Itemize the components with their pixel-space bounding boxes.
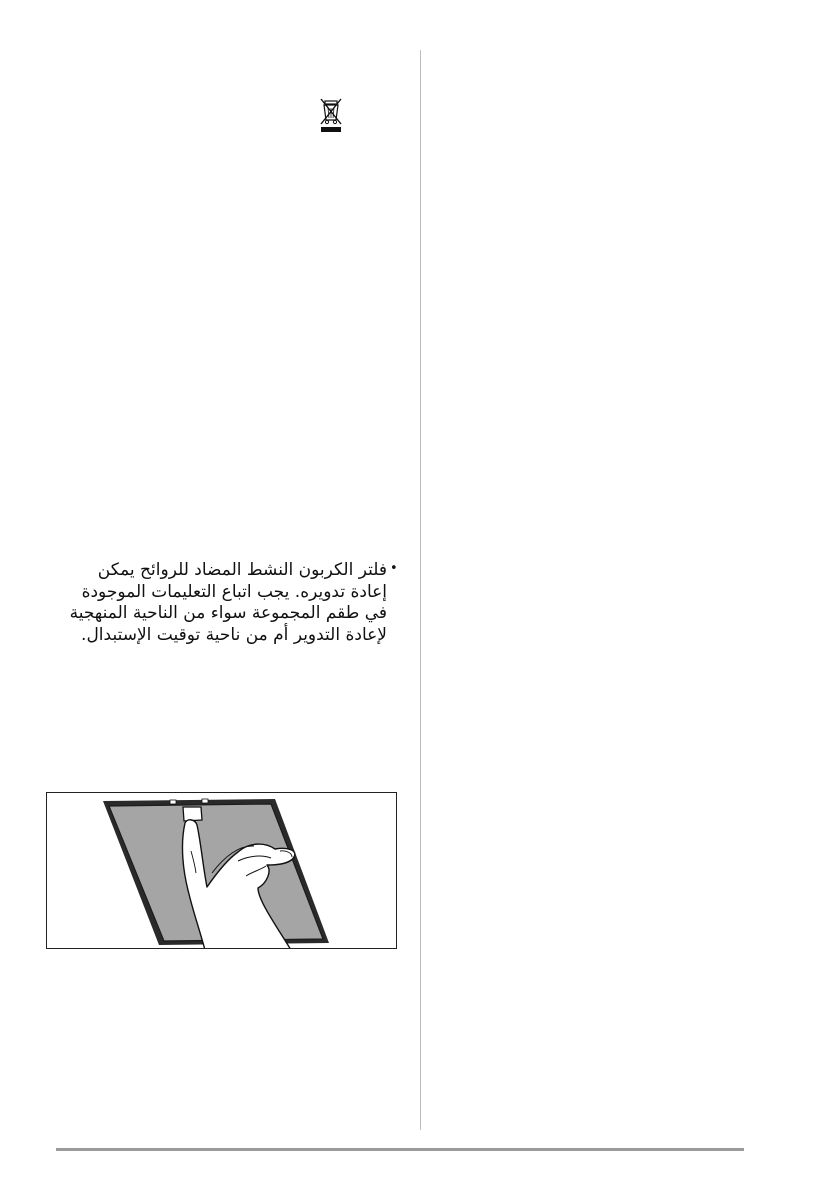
note-line: في طقم المجموعة سواء من الناحية المنهجية bbox=[69, 603, 387, 623]
note-line: لإعادة التدوير أم من ناحية توقيت الإستبدال. bbox=[81, 624, 387, 645]
column-divider bbox=[420, 50, 421, 1130]
footer-rule bbox=[56, 1148, 744, 1151]
note-line: فلتر الكربون النشط المضاد للروائح يمكن bbox=[97, 560, 387, 580]
bullet-dot-icon: • bbox=[390, 561, 398, 576]
filter-removal-illustration bbox=[46, 792, 397, 949]
carbon-filter-recycling-note bbox=[69, 560, 387, 646]
crossed-out-wheelie-bin-icon bbox=[318, 96, 344, 134]
note-line: إعادة تدويره. يجب اتباع التعليمات الموجودة bbox=[81, 581, 387, 602]
